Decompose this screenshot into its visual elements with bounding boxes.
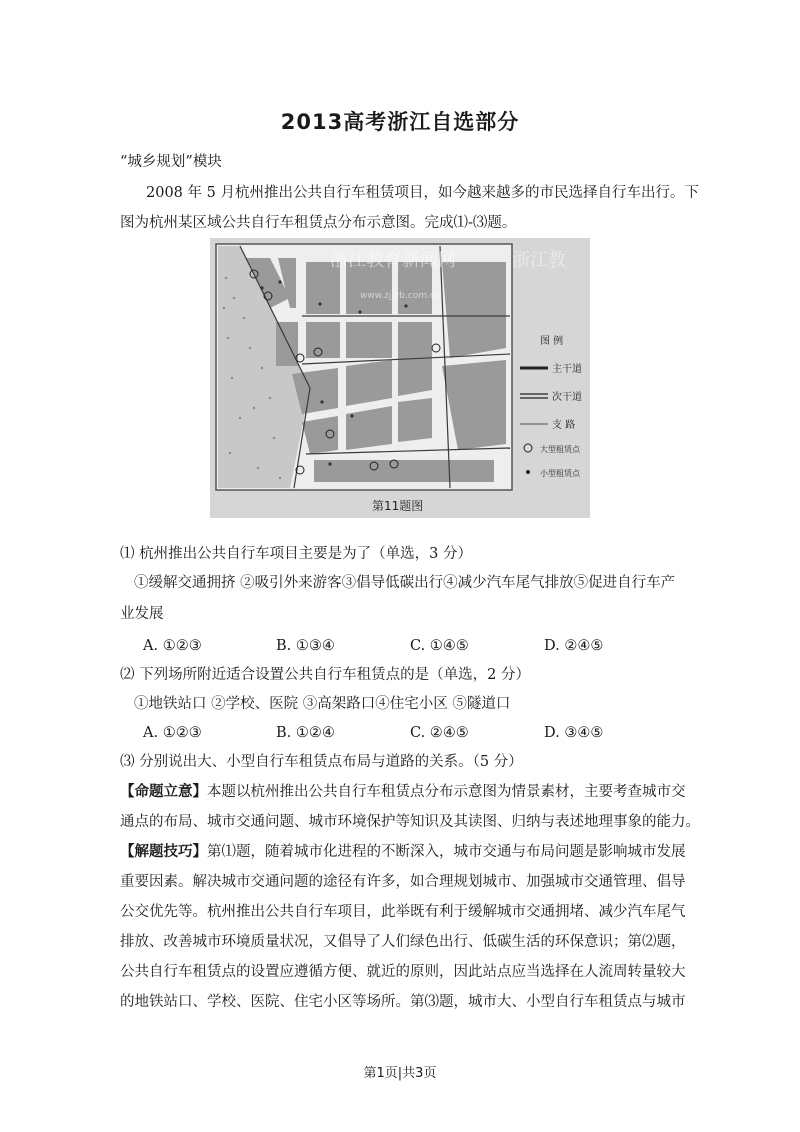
figure-caption: 第11题图 [372,499,424,513]
watermark-1: 浙江教育新闻网 [330,250,456,271]
q1-statements-1: ①缓解交通拥挤 ②吸引外来游客③倡导低碳出行④减少汽车尾气排放⑤促进自行车产 [134,575,676,591]
legend-small-station: 小型租赁点 [540,469,580,478]
page-footer: 第1页|共3页 [363,1066,437,1081]
q2-option-a: A. ①②③ [143,725,202,741]
watermark-3: www.zjjyb.com.cn [360,291,441,301]
q2-option-c: C. ②④⑤ [410,725,469,741]
watermark-2: 浙江教 [512,250,566,271]
tips-line-2: 重要因素。解决城市交通问题的途径有许多，如合理规划城市、加强城市交通管理、倡导 [120,874,686,890]
page-title: 2013高考浙江自选部分 [280,110,520,134]
q1-option-c: C. ①④⑤ [410,638,469,654]
legend-secondary-road: 次干道 [552,392,582,403]
intent-line-1 [120,782,686,802]
legend-branch-road: 支 路 [552,420,576,431]
map-area [216,244,512,490]
tips-line-5: 公共自行车租赁点的设置应遵循方便、就近的原则，因此站点应当选择在人流周转量较大 [120,964,686,980]
intro-line-1: 2008 年 5 月杭州推出公共自行车租赁项目，如今越来越多的市民选择自行车出行。下 [146,185,699,201]
intro-line-2: 图为杭州某区域公共自行车租赁点分布示意图。完成⑴-⑶题。 [120,215,517,231]
q1-option-a: A. ①②③ [143,638,202,654]
tips-line-6: 的地铁站口、学校、医院、住宅小区等场所。第⑶题，城市大、小型自行车租赁点与城市 [120,994,686,1010]
q2-option-d: D. ③④⑤ [544,725,604,741]
q1-stem: ⑴ 杭州推出公共自行车项目主要是为了（单选，3 分） [120,546,472,562]
legend-title: 图 例 [540,336,564,347]
tips-text-1: 第⑴题，随着城市化进程的不断深入，城市交通与布局问题是影响城市发展 [207,844,686,860]
legend-main-road: 主干道 [552,364,582,375]
intent-tag: 【命题立意】 [120,783,207,800]
intent-text-1: 本题以杭州推出公共自行车租赁点分布示意图为情景素材，主要考查城市交 [207,784,686,800]
tips-line-4: 排放、改善城市环境质量状况，又倡导了人们绿色出行、低碳生活的环保意识；第⑵题， [120,934,686,950]
legend-large-station: 大型租赁点 [540,445,580,454]
tips-line-3: 公交优先等。杭州推出公共自行车项目，此举既有利于缓解城市交通拥堵、减少汽车尾气 [120,904,686,920]
map-figure [210,238,590,518]
q2-option-b: B. ①②④ [276,725,335,741]
q1-option-d: D. ②④⑤ [544,638,604,654]
q2-stem: ⑵ 下列场所附近适合设置公共自行车租赁点的是（单选，2 分） [120,667,530,683]
q2-statements: ①地铁站口 ②学校、医院 ③高架路口④住宅小区 ⑤隧道口 [134,696,511,712]
q1-option-b: B. ①③④ [276,638,335,654]
module-label: “城乡规划”模块 [120,154,222,170]
tips-tag: 【解题技巧】 [120,843,207,860]
intent-line-2: 通点的布局、城市交通问题、城市环境保护等知识及其读图、归纳与表述地理事象的能力。 [120,814,700,830]
tips-line-1 [120,842,686,862]
q3-stem: ⑶ 分别说出大、小型自行车租赁点布局与道路的关系。（5 分） [120,754,523,770]
q1-statements-2: 业发展 [120,606,164,622]
